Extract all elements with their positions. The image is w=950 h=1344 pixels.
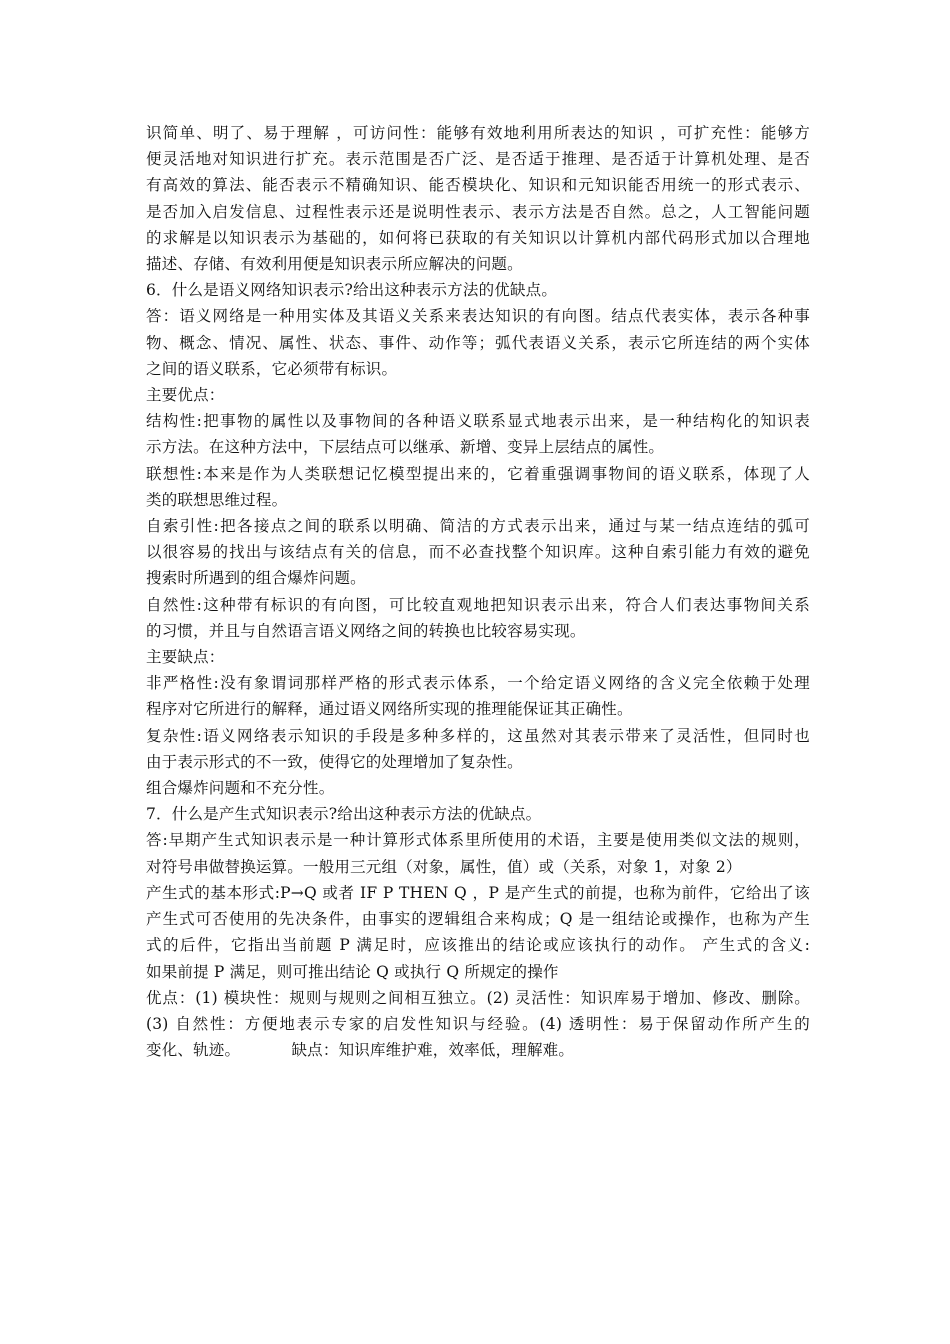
- paragraph-line: 优点：(1) 模块性：规则与规则之间相互独立。(2) 灵活性：知识库易于增加、修改、删除。: [146, 988, 810, 1007]
- document-body: [146, 120, 810, 1063]
- section-label: 主要缺点：: [146, 648, 225, 667]
- paragraph-line: 的习惯，并且与自然语言语义网络之间的转换也比较容易实现。: [146, 621, 586, 640]
- paragraph-line: 如果前提 P 满足，则可推出结论 Q 或执行 Q 所规定的操作: [146, 962, 559, 981]
- paragraph-line: 产生式可否使用的先决条件，由事实的逻辑组合来构成；Q 是一组结论或操作，也称为产生: [146, 910, 810, 929]
- paragraph-line: 结构性:把事物的属性以及事物间的各种语义联系显式地表示出来，是一种结构化的知识表: [146, 412, 810, 431]
- section-label: 主要优点：: [146, 386, 225, 405]
- paragraph-line: 答:早期产生式知识表示是一种计算形式体系里所使用的术语，主要是使用类似文法的规则，: [146, 831, 810, 850]
- paragraph-line: 答：语义网络是一种用实体及其语义关系来表达知识的有向图。结点代表实体，表示各种事: [146, 307, 810, 326]
- paragraph-line: 之间的语义联系，它必须带有标识。: [146, 359, 398, 378]
- paragraph-line: 产生式的基本形式:P→Q 或者 IF P THEN Q ，P 是产生式的前提，也称为前件，它给出了该: [146, 883, 810, 902]
- paragraph-line: 示方法。在这种方法中，下层结点可以继承、新增、变异上层结点的属性。: [146, 438, 665, 457]
- paragraph-line: 自索引性:把各接点之间的联系以明确、简洁的方式表示出来，通过与某一结点连结的弧可: [146, 517, 810, 536]
- paragraph-line: 识简单、明了、易于理解 ，可访问性：能够有效地利用所表达的知识 ，可扩充性：能够方: [146, 124, 810, 142]
- paragraph-line: 组合爆炸问题和不充分性。: [146, 779, 335, 798]
- paragraph-line: 非严格性:没有象谓词那样严格的形式表示体系，一个给定语义网络的含义完全依赖于处理: [146, 674, 810, 693]
- paragraph-line: 联想性:本来是作为人类联想记忆模型提出来的，它着重强调事物间的语义联系，体现了人: [146, 464, 810, 483]
- paragraph-line: 以很容易的找出与该结点有关的信息，而不必查找整个知识库。这种自索引能力有效的避免: [146, 543, 810, 562]
- paragraph-line: (3) 自然性：方便地表示专家的启发性知识与经验。(4) 透明性：易于保留动作所产生的: [146, 1014, 810, 1033]
- paragraph-line: 便灵活地对知识进行扩充。表示范围是否广泛、是否适于推理、是否适于计算机处理、是否: [146, 150, 810, 169]
- question-heading: 7．什么是产生式知识表示?给出这种表示方法的优缺点。: [146, 805, 542, 824]
- paragraph-line: 搜索时所遇到的组合爆炸问题。: [146, 569, 366, 588]
- paragraph-line: 是否加入启发信息、过程性表示还是说明性表示、表示方法是否自然。总之，人工智能问题: [146, 202, 810, 221]
- paragraph-line: 由于表示形式的不一致，使得它的处理增加了复杂性。: [146, 752, 523, 771]
- paragraph-line: 复杂性:语义网络表示知识的手段是多种多样的，这虽然对其表示带来了灵活性，但同时也: [146, 726, 810, 745]
- paragraph-line: 程序对它所进行的解释，通过语义网络所实现的推理能保证其正确性。: [146, 700, 633, 719]
- paragraph-line: 变化、轨迹。 缺点：知识库维护难，效率低，理解难。: [146, 1041, 575, 1060]
- paragraph-line: 的求解是以知识表示为基础的，如何将已获取的有关知识以计算机内部代码形式加以合理地: [146, 228, 810, 247]
- paragraph-line: 式的后件，它指出当前题 P 满足时，应该推出的结论或应该执行的动作。 产生式的含义:: [146, 936, 810, 955]
- paragraph-line: 对符号串做替换运算。一般用三元组（对象，属性，值）或（关系，对象 1，对象 2）: [146, 857, 742, 876]
- paragraph-line: 物、概念、情况、属性、状态、事件、动作等；弧代表语义关系，表示它所连结的两个实体: [146, 333, 810, 352]
- paragraph-line: 有高效的算法、能否表示不精确知识、能否模块化、知识和元知识能否用统一的形式表示、: [146, 176, 810, 195]
- paragraph-line: 自然性:这种带有标识的有向图，可比较直观地把知识表示出来，符合人们表达事物间关系: [146, 595, 810, 614]
- paragraph-line: 描述、存储、有效利用便是知识表示所应解决的问题。: [146, 255, 523, 274]
- question-heading: 6．什么是语义网络知识表示?给出这种表示方法的优缺点。: [146, 281, 558, 300]
- paragraph-line: 类的联想思维过程。: [146, 490, 288, 509]
